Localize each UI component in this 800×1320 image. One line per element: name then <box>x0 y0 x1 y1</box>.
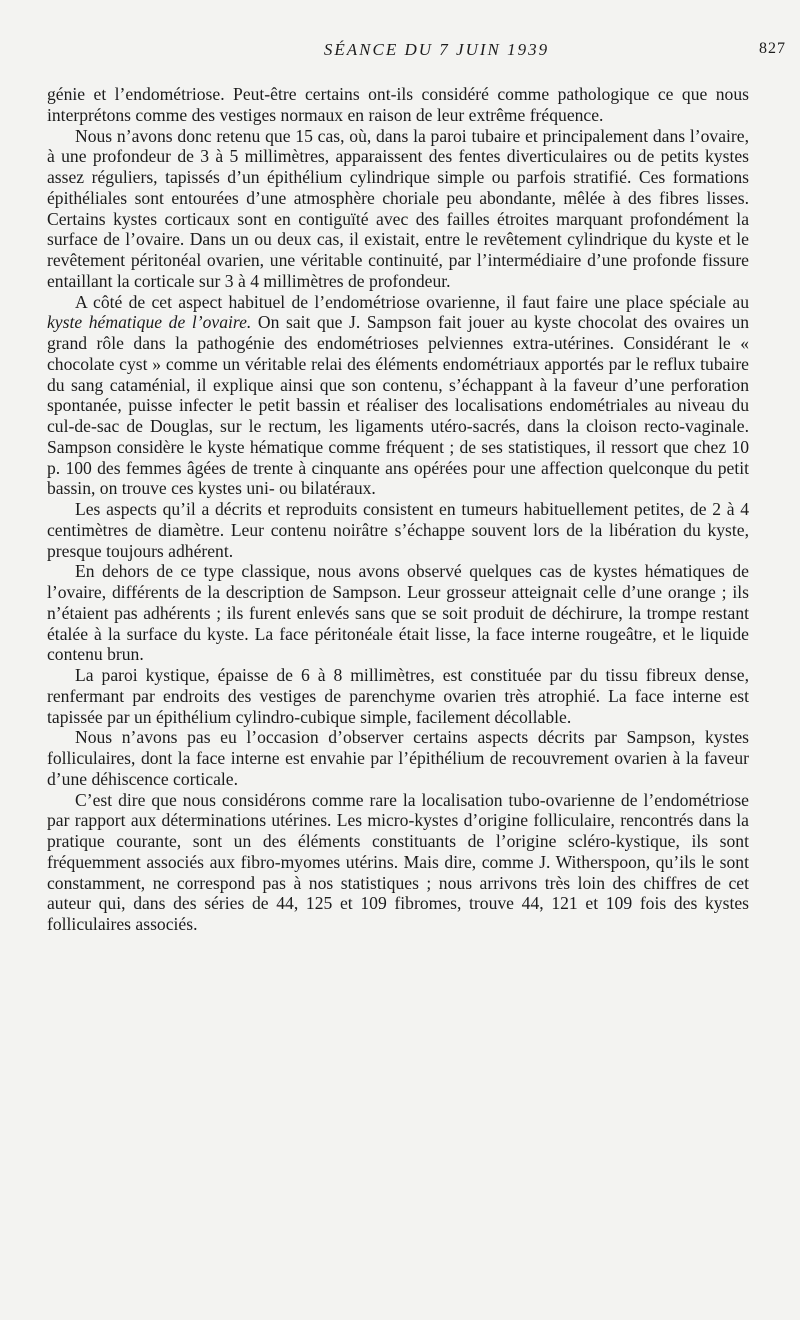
paragraph-6: La paroi kystique, épaisse de 6 à 8 millimètres, est constituée par du tissu fibreux dense, renfermant par endroits des vestiges de parenchyme ovarien très atrophié. La face interne est tapissée par un épithélium cylindro-cubique simple, facilement décollable. <box>47 665 749 727</box>
paragraph-3-text-before: A côté de cet aspect habituel de l’endométriose ovarienne, il faut faire une place spéciale au <box>75 291 749 312</box>
paragraph-4: Les aspects qu’il a décrits et reproduits consistent en tumeurs habituellement petites, de 2 à 4 centimètres de diamètre. Leur contenu noirâtre s’échappe souvent lors de la libération du kyste, presque toujours adhérent. <box>47 499 749 561</box>
paragraph-1: génie et l’endométriose. Peut-être certains ont-ils considéré comme pathologique ce que nous interprétons comme des vestiges normaux en raison de leur extrême fréquence. <box>47 84 749 125</box>
page-number: 827 <box>759 40 786 57</box>
paragraph-7: Nous n’avons pas eu l’occasion d’observer certains aspects décrits par Sampson, kystes folliculaires, dont la face interne est envahie par l’épithélium de recouvrement ovarien à la faveur d’une déhiscence corticale. <box>47 727 749 789</box>
page-header <box>47 40 786 64</box>
running-title: SÉANCE DU 7 JUIN 1939 <box>323 40 550 59</box>
body-text <box>47 84 749 935</box>
paragraph-3 <box>47 292 749 500</box>
paragraph-5: En dehors de ce type classique, nous avons observé quelques cas de kystes hématiques de l’ovaire, différents de la description de Sampson. Leur grosseur atteignait celle d’une orange ; ils n’étaient pas adhérents ; ils furent enlevés sans que se soit produit de déchirure, la trompe restant étalée à la surface du kyste. La face péritonéale était lisse, la face interne rougeâtre, et le liquide contenu brun. <box>47 561 749 665</box>
paragraph-8: C’est dire que nous considérons comme rare la localisation tubo-ovarienne de l’endométriose par rapport aux déterminations utérines. Les micro-kystes d’origine folliculaire, rencontrés dans la pratique courante, sont un des éléments constituants de l’origine scléro-kystique, ils sont fréquemment associés aux fibro-myomes utérins. Mais dire, comme J. Witherspoon, qu’ils le sont constamment, ne correspond pas à nos statistiques ; nous arrivons très loin des chiffres de cet auteur qui, dans des séries de 44, 125 et 109 fibromes, trouve 44, 121 et 109 fois des kystes folliculaires associés. <box>47 789 749 934</box>
paragraph-2: Nous n’avons donc retenu que 15 cas, où, dans la paroi tubaire et principalement dans l’ovaire, à une profondeur de 3 à 5 millimètres, apparaissent des fentes diverticulaires ou de petits kystes assez réguliers, tapissés d’un épithélium cylindrique simple ou parfois stratifié. Ces formations épithéliales sont entourées d’une atmosphère choriale peu abondante, mêlée à des fibres lisses. Certains kystes corticaux sont en contiguïté avec des failles étroites marquant profondément la surface de l’ovaire. Dans un ou deux cas, il existait, entre le revêtement cylindrique du kyste et le revêtement péritonéal ovarien, une véritable continuité, par l’intermédiaire d’une profonde fissure entaillant la corticale sur 3 à 4 millimètres de profondeur. <box>47 125 749 291</box>
paragraph-3-text-after: On sait que J. Sampson fait jouer au kyste chocolat des ovaires un grand rôle dans la pathogénie des endométrioses pelviennes extra-utérines. Considérant le « chocolate cyst » comme un véritable relai des éléments endométriaux apportés par le reflux tubaire du sang cataménial, il explique ainsi que son contenu, s’échappant à la faveur d’une perforation spontanée, puisse infecter le petit bassin et réaliser des localisations endométriales au niveau du cul-de-sac de Douglas, sur le rectum, les ligaments utéro-sacrés, dans la cloison recto-vaginale. Sampson considère le kyste hématique comme fréquent ; de ses statistiques, il ressort que chez 10 p. 100 des femmes âgées de trente à cinquante ans opérées pour une affection quelconque du petit bassin, on trouve ces kystes uni- ou bilatéraux. <box>47 312 749 499</box>
paragraph-3-italic-term: kyste hématique de l’ovaire. <box>47 312 252 333</box>
